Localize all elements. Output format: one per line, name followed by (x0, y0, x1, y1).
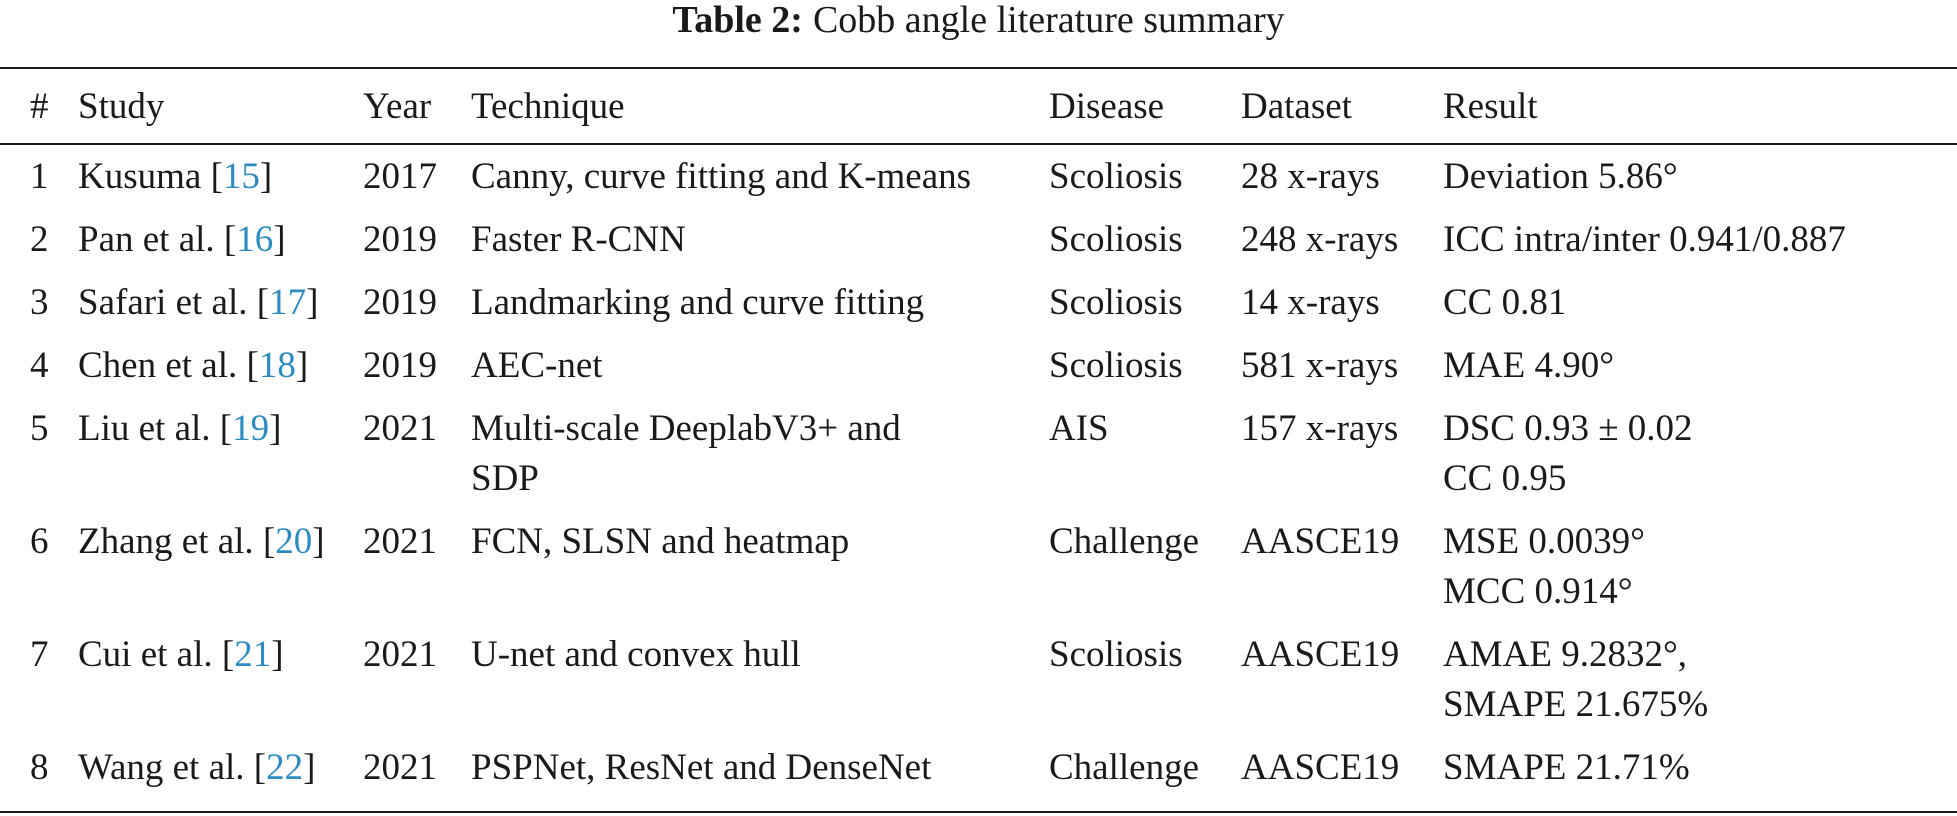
result-line: AMAE 9.2832°, (1443, 634, 1687, 675)
citation-link[interactable]: 16 (236, 219, 274, 260)
table-row (0, 341, 1943, 404)
result-line: MSE 0.0039° (1443, 521, 1645, 562)
dataset-cell: 28 x-rays (1241, 156, 1380, 197)
technique-cell (471, 743, 1049, 793)
study-name: Liu et al. (78, 408, 211, 449)
year-cell: 2019 (363, 282, 437, 323)
dataset-cell: AASCE19 (1241, 634, 1400, 675)
study-cell: Wang et al. [22] (78, 747, 316, 788)
dataset-cell: AASCE19 (1241, 747, 1400, 788)
study-cell: Liu et al. [19] (78, 408, 282, 449)
dataset-cell: 157 x-rays (1241, 408, 1399, 449)
study-cell: Pan et al. [16] (78, 219, 286, 260)
result-line: MAE 4.90° (1443, 345, 1615, 386)
row-number: 1 (30, 156, 49, 197)
technique-line: FCN, SLSN and heatmap (471, 521, 850, 562)
table-row (0, 215, 1943, 278)
citation-link[interactable]: 15 (222, 156, 260, 197)
result-line: SMAPE 21.71% (1443, 747, 1690, 788)
technique-cell (471, 517, 1049, 630)
header-technique: Technique (471, 86, 625, 127)
citation-link[interactable]: 22 (266, 747, 304, 788)
table-row (0, 630, 1943, 743)
table-caption (0, 0, 1957, 40)
result-cell (1443, 215, 1943, 278)
study-name: Safari et al. (78, 282, 248, 323)
technique-line: Canny, curve fitting and K-means (471, 156, 972, 197)
result-cell (1443, 630, 1943, 743)
table-header (0, 70, 1943, 143)
table-row (0, 278, 1943, 341)
caption-title: Cobb angle literature summary (812, 0, 1285, 41)
study-cell: Kusuma [15] (78, 156, 273, 197)
technique-cell (471, 215, 1049, 278)
year-cell: 2017 (363, 156, 437, 197)
technique-cell (471, 630, 1049, 743)
study-cell: Safari et al. [17] (78, 282, 319, 323)
dataset-cell: AASCE19 (1241, 521, 1400, 562)
row-number: 8 (30, 747, 49, 788)
technique-line: Landmarking and curve fitting (471, 282, 925, 323)
table-body (0, 152, 1943, 793)
result-line: Deviation 5.86° (1443, 156, 1678, 197)
result-cell (1443, 278, 1943, 341)
technique-cell (471, 404, 1049, 517)
study-name: Zhang et al. (78, 521, 254, 562)
year-cell: 2021 (363, 634, 437, 675)
result-line: SMAPE 21.675% (1443, 684, 1709, 725)
top-rule (0, 67, 1957, 69)
result-cell (1443, 152, 1943, 215)
disease-cell: Scoliosis (1049, 634, 1183, 675)
table-spacer (0, 143, 1943, 152)
study-name: Kusuma (78, 156, 202, 197)
row-number: 4 (30, 345, 49, 386)
technique-cell (471, 341, 1049, 404)
study-name: Chen et al. (78, 345, 238, 386)
result-line: ICC intra/inter 0.941/0.887 (1443, 219, 1846, 260)
disease-cell: Scoliosis (1049, 156, 1183, 197)
spacer-row (0, 143, 1943, 152)
technique-line: U-net and convex hull (471, 634, 801, 675)
year-cell: 2021 (363, 408, 437, 449)
result-cell (1443, 404, 1943, 517)
citation-link[interactable]: 17 (269, 282, 307, 323)
technique-line: PSPNet, ResNet and DenseNet (471, 747, 932, 788)
study-name: Wang et al. (78, 747, 245, 788)
technique-cell (471, 152, 1049, 215)
study-cell: Zhang et al. [20] (78, 521, 325, 562)
year-cell: 2019 (363, 345, 437, 386)
row-number: 2 (30, 219, 49, 260)
header-year: Year (363, 86, 432, 127)
result-line: CC 0.81 (1443, 282, 1567, 323)
result-line: MCC 0.914° (1443, 571, 1633, 612)
technique-line: SDP (471, 458, 539, 499)
header-result: Result (1443, 86, 1538, 127)
dataset-cell: 248 x-rays (1241, 219, 1399, 260)
year-cell: 2021 (363, 521, 437, 562)
table-row (0, 517, 1943, 630)
disease-cell: Scoliosis (1049, 219, 1183, 260)
spacer-cell (0, 143, 1943, 152)
caption-label: Table 2: (672, 0, 803, 41)
row-number: 6 (30, 521, 49, 562)
study-cell: Chen et al. [18] (78, 345, 309, 386)
technique-line: Multi-scale DeeplabV3+ and (471, 408, 901, 449)
dataset-cell: 581 x-rays (1241, 345, 1399, 386)
bottom-rule (0, 811, 1957, 813)
table-row (0, 152, 1943, 215)
header-study: Study (78, 86, 165, 127)
header-row (0, 70, 1943, 143)
dataset-cell: 14 x-rays (1241, 282, 1380, 323)
row-number: 7 (30, 634, 49, 675)
table-row (0, 404, 1943, 517)
header-num: # (30, 86, 49, 127)
result-line: DSC 0.93 ± 0.02 (1443, 408, 1693, 449)
result-cell (1443, 743, 1943, 793)
row-number: 3 (30, 282, 49, 323)
citation-link[interactable]: 21 (234, 634, 272, 675)
citation-link[interactable]: 20 (275, 521, 313, 562)
disease-cell: Challenge (1049, 521, 1200, 562)
year-cell: 2021 (363, 747, 437, 788)
citation-link[interactable]: 19 (232, 408, 270, 449)
literature-table (0, 70, 1943, 793)
result-cell (1443, 517, 1943, 630)
technique-cell (471, 278, 1049, 341)
disease-cell: Challenge (1049, 747, 1200, 788)
result-cell (1443, 341, 1943, 404)
year-cell: 2019 (363, 219, 437, 260)
technique-line: Faster R-CNN (471, 219, 686, 260)
header-disease: Disease (1049, 86, 1165, 127)
result-line: CC 0.95 (1443, 458, 1567, 499)
technique-line: AEC-net (471, 345, 603, 386)
disease-cell: Scoliosis (1049, 345, 1183, 386)
citation-link[interactable]: 18 (258, 345, 296, 386)
study-name: Cui et al. (78, 634, 213, 675)
disease-cell: AIS (1049, 408, 1109, 449)
table-row (0, 743, 1943, 793)
study-cell: Cui et al. [21] (78, 634, 284, 675)
header-dataset: Dataset (1241, 86, 1352, 127)
disease-cell: Scoliosis (1049, 282, 1183, 323)
study-name: Pan et al. (78, 219, 215, 260)
row-number: 5 (30, 408, 49, 449)
